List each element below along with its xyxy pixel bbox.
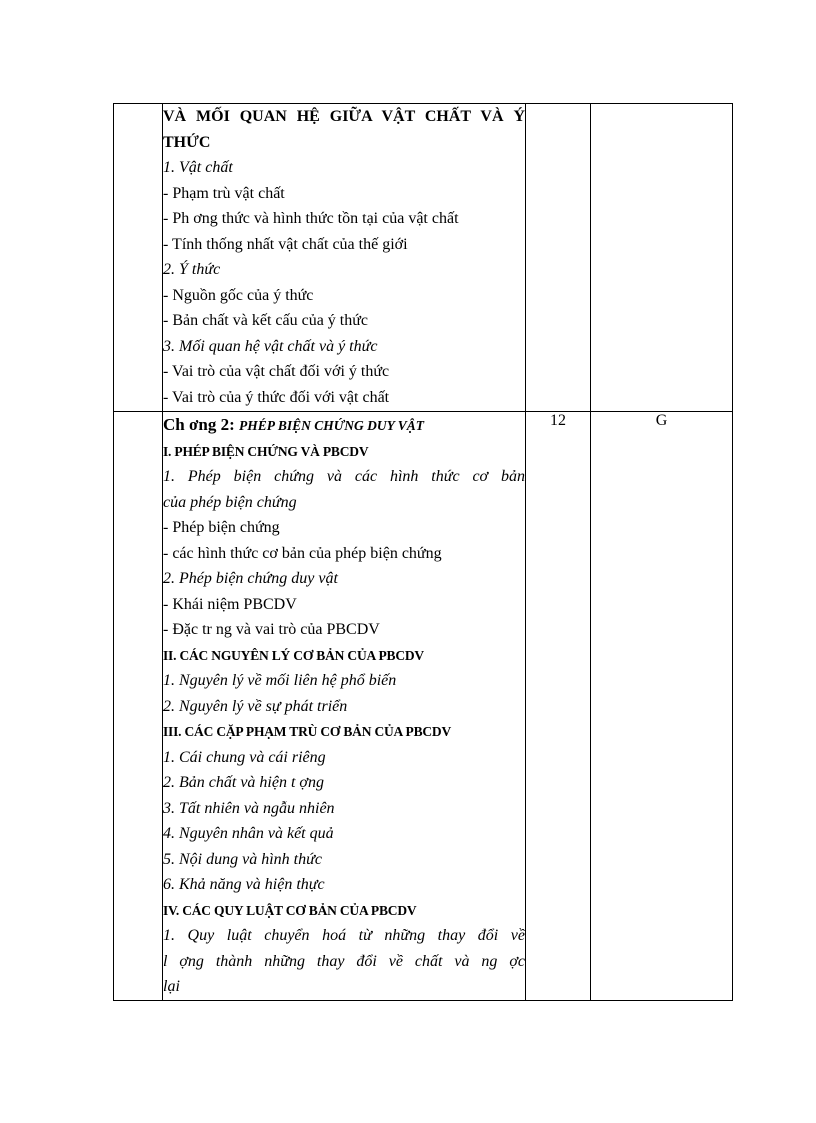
content-line: 1. Cái chung và cái riêng xyxy=(163,748,326,766)
content-line: 2. Ý thức xyxy=(163,261,221,278)
content-line: 4. Nguyên nhân và kết quả xyxy=(163,825,334,842)
index-cell xyxy=(114,412,163,1001)
content-line: l ợng thành những thay đổi về chất và ng ợc xyxy=(163,952,525,970)
content-line: của phép biện chứng xyxy=(163,493,297,511)
table-row xyxy=(114,104,733,412)
chapter-prefix: Ch ơng 2: xyxy=(163,415,240,434)
content-line: III. CÁC CẶP PHẠM TRÙ CƠ BẢN CỦA PBCDV xyxy=(163,724,452,739)
method-cell xyxy=(591,104,733,412)
content-cell xyxy=(163,104,526,412)
content-line: 2. Phép biện chứng duy vật xyxy=(163,570,338,587)
hours-cell xyxy=(526,104,591,412)
content-line: 6. Khả năng và hiện thực xyxy=(163,876,325,893)
content-line: - các hình thức cơ bản của phép biện chứng xyxy=(163,544,442,562)
content-line: lại xyxy=(163,978,180,995)
content-line: - Phép biện chứng xyxy=(163,519,280,536)
content-line: - Ph ơng thức và hình thức tồn tại của vật chất xyxy=(163,210,459,227)
content-line: - Vai trò của vật chất đối với ý thức xyxy=(163,363,390,380)
content-line: - Đặc tr ng và vai trò của PBCDV xyxy=(163,621,380,638)
hours-cell: 12 xyxy=(526,412,591,1001)
content-line: II. CÁC NGUYÊN LÝ CƠ BẢN CỦA PBCDV xyxy=(163,647,424,663)
content-line: - Bản chất và kết cấu của ý thức xyxy=(163,312,369,329)
content-line: - Khái niệm PBCDV xyxy=(163,595,297,613)
content-line: 3. Tất nhiên và ngẫu nhiên xyxy=(163,799,335,817)
content-lines xyxy=(163,104,525,410)
content-lines xyxy=(163,439,525,1000)
content-line: 2. Bản chất và hiện t ợng xyxy=(163,774,324,791)
content-line: 2. Nguyên lý về sự phát triển xyxy=(163,697,348,715)
content-line: 1. Nguyên lý về mối liên hệ phổ biến xyxy=(163,672,397,689)
content-line: 1. Phép biện chứng và các hình thức cơ bản xyxy=(163,468,525,485)
chapter-title: PHÉP BIỆN CHỨNG DUY VẬT xyxy=(239,418,424,433)
table-row xyxy=(114,412,733,1001)
content-line: - Tính thống nhất vật chất của thế giới xyxy=(163,235,408,253)
content-line: - Vai trò của ý thức đối với vật chất xyxy=(163,388,390,406)
index-cell xyxy=(114,104,163,412)
content-line: 5. Nội dung và hình thức xyxy=(163,850,322,868)
content-line: THỨC xyxy=(163,133,211,151)
content-line: IV. CÁC QUY LUẬT CƠ BẢN CỦA PBCDV xyxy=(163,902,417,918)
content-cell xyxy=(163,412,526,1001)
content-line: VÀ MỐI QUAN HỆ GIỮA VẬT CHẤT VÀ Ý xyxy=(163,108,525,125)
content-line: 1. Quy luật chuyển hoá từ những thay đổi về xyxy=(163,927,525,944)
method-cell: G xyxy=(591,412,733,1001)
chapter-heading xyxy=(163,412,525,439)
content-line: I. PHÉP BIỆN CHỨNG VÀ PBCDV xyxy=(163,443,369,459)
content-line: - Nguồn gốc của ý thức xyxy=(163,286,314,304)
content-line: - Phạm trù vật chất xyxy=(163,184,285,202)
content-line: 3. Mối quan hệ vật chất và ý thức xyxy=(163,337,378,355)
content-line: 1. Vật chất xyxy=(163,159,233,176)
syllabus-table xyxy=(113,103,733,1001)
